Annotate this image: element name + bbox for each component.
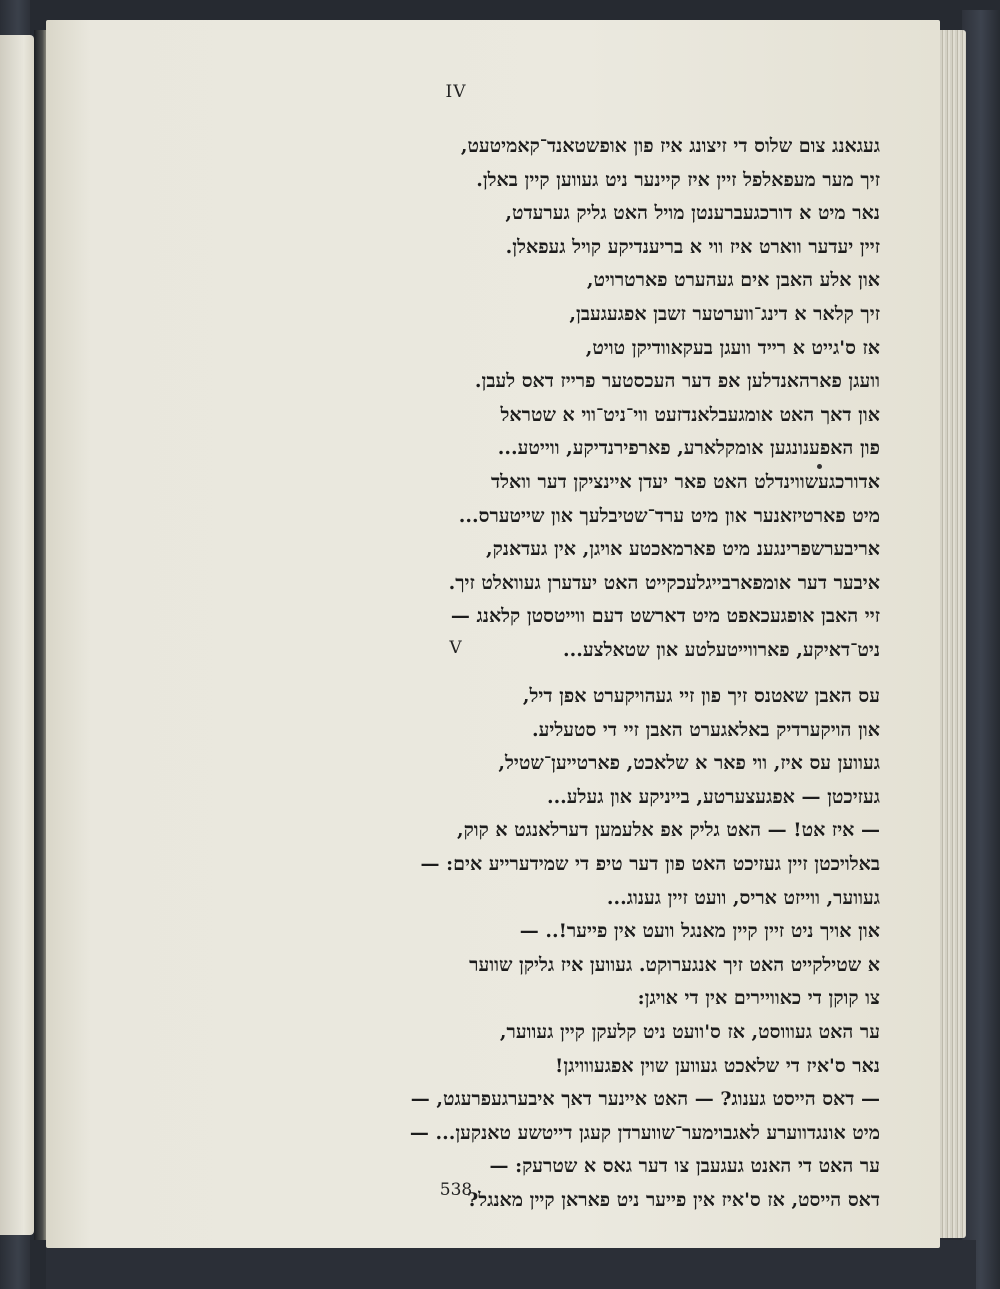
section-iv-poem (176, 130, 880, 668)
poem-line: באלויכטן זיין געזיכט האט פון דער טיפ די שמידערייע אים: — (420, 852, 880, 875)
section-v-heading: V (449, 638, 463, 658)
poem-line: און אויך ניט זיין קיין מאנגל וועט אין פייער!.. — (519, 920, 880, 943)
poem-line: נאר ס'איז די שלאכט געווען שוין אפגעווויגן! (555, 1054, 880, 1077)
poem-line: אדורכגעשווינדלט האט פאר יעדן איינציקן דער וואלד (490, 470, 880, 493)
poem-line: זיי האבן אופגעכאפט מיט דארשט דעם ווייטסטן קלאנג — (450, 605, 880, 628)
poem-line: אז ס'גייט א רייד וועגן בעקאוודיקן טויט, (585, 336, 880, 359)
poem-line: און אלע האבן אים געהערט פארטרויט, (586, 269, 880, 292)
poem-line: דאס הייסט, אז ס'איז אין פייער ניט פאראן קיין מאנגל? (467, 1188, 880, 1211)
poem-line: געווען עס איז, ווי פאר א שלאכט, פארטייען־שטיל, (498, 752, 880, 775)
poem-line: זיך קלאר א דינג־ווערטער זשבן אפגעגעבן, (569, 302, 880, 325)
poem-line: איבער דער אומפארבייגלעכקייט האט יעדערן געוואלט זיך. (448, 571, 880, 594)
poem-line: — איז אט! — האט גליק אפ אלעמען דערלאנגט א קוק, (456, 819, 880, 842)
poem-line: ער האט געוווסט, אז ס'וועט ניט קלעקן קיין געווער, (499, 1020, 880, 1043)
page-number: 538 (439, 1180, 473, 1200)
right-book-cover (962, 10, 1000, 1289)
poem-line: זיך מער מעפאלפל זיין איז קיינער ניט געווען קיין באלן. (476, 168, 880, 191)
section-iv-heading: IV (445, 82, 467, 102)
poem-line: געזיכטן — אפגעצערטע, בייניקע און געלע... (546, 785, 880, 808)
poem-line: עס האבן שאטנס זיך פון זיי געהויקערט אפן דיל, (522, 685, 880, 707)
poem-line: מיט אונגדווערע לאגבוימער־שווערדן קעגן דייטשע טאנקען... — (409, 1121, 880, 1144)
poem-line: צו קוקן די כאוויירים אין די אויגן: (637, 987, 880, 1010)
poem-line: זיין יעדער ווארט איז ווי א בריענדיקע קויל געפאלן. (505, 235, 880, 258)
poem-line: א שטילקייט האט זיך אנגערוקט. געווען איז גליקן שווער (469, 953, 880, 976)
poem-line: אריבערשפרינגענ מיט פארמאכטע אויגן, אין געדאנק, (486, 538, 880, 561)
poem-line: געגאנג צום שלוס די זיצונג איז פון אופשטאנד־קאמיטעט, (460, 135, 880, 157)
left-page-edge (0, 35, 34, 1235)
poem-line: געווער, ווייזט אריס, וועט זיין גענוג... (606, 886, 880, 909)
margin-mark (817, 464, 822, 469)
poem-line: און דאך האט אומגעבלאנדזעט ווי־ניט־ווי א שטראל (500, 403, 880, 426)
poem-line: ער האט די האנט געגעבן צו דער גאס א שטרעק: — (489, 1155, 880, 1178)
poem-line: פון האפענונגען אומקלארע, פארפירנדיקע, ווייטע... (497, 437, 880, 460)
poem-line: — דאס הייסט גענוג? — האט איינער דאך איבערגעפרעגט, — (410, 1088, 880, 1111)
poem-line: און הויקערדיק באלאגערט האבן זיי די סטעליע. (532, 718, 880, 741)
book-page (46, 20, 940, 1248)
poem-line: מיט פארטיזאנער און מיט ערד־שטיבלעך און שייטערס... (458, 504, 880, 527)
poem-line: ניט־דאיקע, פארווייטעלטע און שטאלצע... (563, 638, 880, 661)
poem-line: נאר מיט א דורכגעברענטן מויל האט גליק גערעדט, (505, 202, 880, 225)
section-v-poem (176, 680, 880, 1218)
poem-line: וועגן פארהאנדלען אפ דער העכסטער פרייז דאס לעבן. (474, 370, 880, 393)
